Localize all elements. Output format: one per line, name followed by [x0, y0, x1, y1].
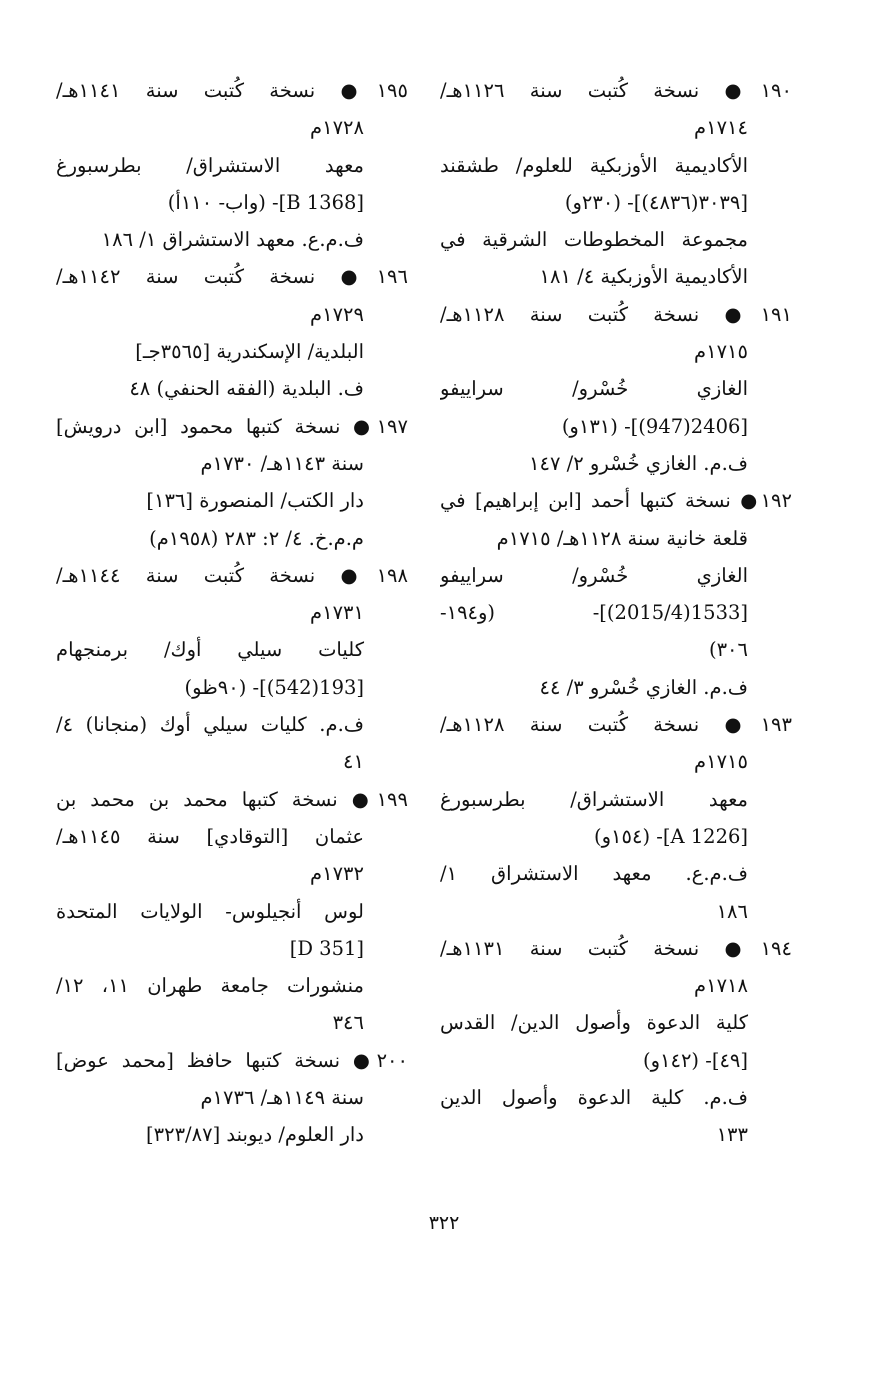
- entry-detail-line: ف.م. كلية الدعوة وأصول الدين: [440, 1086, 748, 1110]
- entry-detail-line: ١٣٣: [716, 1123, 748, 1147]
- entry-detail-line: [193(542)]- (٩٠ظو): [184, 675, 364, 699]
- entry-detail-line: ف.م.ع. معهد الاستشراق ١/: [440, 862, 748, 886]
- right-column: [440, 72, 792, 1154]
- entry-detail-line: ف.م. كليات سيلي أوك (منجانا) ٤/: [56, 713, 364, 737]
- entry-detail-line: الغازي خُسْرو/ سراييفو: [440, 377, 748, 401]
- entry-detail-line: ف.م. الغازي خُسْرو ٣/ ٤٤: [539, 675, 748, 699]
- entry-heading-line: ١٩٩● نسخة كتبها محمد بن محمد بن: [56, 787, 408, 811]
- entry-detail-line: [A 1226]- (١٥٤و): [594, 824, 748, 848]
- left-column: [56, 72, 408, 1154]
- entry-detail-line: ٣٠٦): [708, 638, 748, 662]
- entry-detail-line: ١٧١٥م: [694, 750, 748, 774]
- entry-detail-line: [٣٠٣٩(٤٨٣٦)]- (٢٣٠و): [564, 190, 748, 214]
- entry-detail-line: البلدية/ الإسكندرية [٣٥٦٥جـ]: [135, 340, 364, 364]
- entry-detail-line: لوس أنجيلوس- الولايات المتحدة: [56, 899, 364, 923]
- entry-heading-line: ١٩٤● نسخة كُتبت سنة ١١٣١هـ/: [440, 936, 792, 960]
- entry-detail-line: ١٧١٤م: [694, 116, 748, 140]
- entry-detail-line: دار الكتب/ المنصورة [١٣٦]: [146, 489, 364, 513]
- entry-detail-line: [D 351]: [289, 936, 364, 960]
- entry-detail-line: ١٧٣٢م: [310, 862, 364, 886]
- entry-detail-line: سنة ١١٤٣هـ/ ١٧٣٠م: [200, 451, 364, 475]
- entry-detail-line: ١٧٢٩م: [310, 302, 364, 326]
- entry-detail-line: عثمان [التوقادي] سنة ١١٤٥هـ/: [56, 824, 364, 848]
- entry-heading-line: ١٩١● نسخة كُتبت سنة ١١٢٨هـ/: [440, 302, 792, 326]
- entry-detail-line: الأكاديمية الأوزبكية للعلوم/ طشقند: [440, 153, 748, 177]
- entry-detail-line: قلعة خانية سنة ١١٢٨هـ/ ١٧١٥م: [496, 526, 748, 550]
- entry-detail-line: معهد الاستشراق/ بطرسبورغ: [440, 787, 748, 811]
- entry-detail-line: كلية الدعوة وأصول الدين/ القدس: [440, 1011, 748, 1035]
- entry-heading-line: ١٩٣● نسخة كُتبت سنة ١١٢٨هـ/: [440, 713, 792, 737]
- entry-detail-line: ف.م.ع. معهد الاستشراق ١/ ١٨٦: [101, 228, 364, 252]
- entry-heading-line: ١٩٠● نسخة كُتبت سنة ١١٢٦هـ/: [440, 79, 792, 102]
- entry-detail-line: ف.م. الغازي خُسْرو ٢/ ١٤٧: [529, 451, 748, 475]
- entry-heading-line: ١٩٨● نسخة كُتبت سنة ١١٤٤هـ/: [56, 563, 408, 587]
- entry-detail-line: كليات سيلي أوك/ برمنجهام: [56, 638, 364, 662]
- entry-detail-line: [2406(947)]- (١٣١و): [561, 414, 748, 438]
- entry-detail-line: ١٨٦: [716, 899, 748, 923]
- entry-detail-line: سنة ١١٤٩هـ/ ١٧٣٦م: [200, 1086, 364, 1110]
- entry-heading-line: ١٩٢● نسخة كتبها أحمد [ابن إبراهيم] في: [440, 489, 792, 513]
- entry-detail-line: ١٧١٨م: [694, 974, 748, 998]
- entry-detail-line: دار العلوم/ ديوبند [٣٢٣/٨٧]: [146, 1123, 364, 1147]
- entry-detail-line: [B 1368]- (واب- ١١٠أ): [167, 190, 364, 214]
- entry-heading-line: ٢٠٠● نسخة كتبها حافظ [محمد عوض]: [56, 1048, 408, 1072]
- entry-heading-line: ١٩٧● نسخة كتبها محمود [ابن درويش]: [56, 414, 408, 438]
- entry-detail-line: ١٧١٥م: [694, 340, 748, 364]
- entry-heading-line: ١٩٦● نسخة كُتبت سنة ١١٤٢هـ/: [56, 265, 408, 289]
- entry-detail-line: ١٧٢٨م: [310, 116, 364, 140]
- entry-detail-line: معهد الاستشراق/ بطرسبورغ: [56, 153, 364, 177]
- entry-detail-line: م.م.خ. ٤/ ٢: ٢٨٣ (١٩٥٨م): [149, 526, 364, 550]
- entry-detail-line: ٤١: [343, 750, 364, 774]
- entry-detail-line: [1533(2015/4)]- (و١٩٤-: [440, 601, 748, 625]
- entry-detail-line: ٣٤٦: [332, 1011, 364, 1035]
- page-number: ٣٢٢: [428, 1212, 460, 1234]
- entry-detail-line: ف. البلدية (الفقه الحنفي) ٤٨: [129, 377, 364, 401]
- entry-detail-line: الأكاديمية الأوزبكية ٤/ ١٨١: [539, 265, 748, 289]
- entry-detail-line: منشورات جامعة طهران ١١، ١٢/: [56, 974, 364, 998]
- entry-detail-line: ١٧٣١م: [310, 601, 364, 625]
- entry-detail-line: مجموعة المخطوطات الشرقية في: [440, 228, 748, 252]
- entry-heading-line: ١٩٥● نسخة كُتبت سنة ١١٤١هـ/: [56, 79, 408, 102]
- entry-detail-line: [٤٩]- (١٤٢و): [642, 1048, 748, 1072]
- entry-detail-line: الغازي خُسْرو/ سراييفو: [440, 563, 748, 587]
